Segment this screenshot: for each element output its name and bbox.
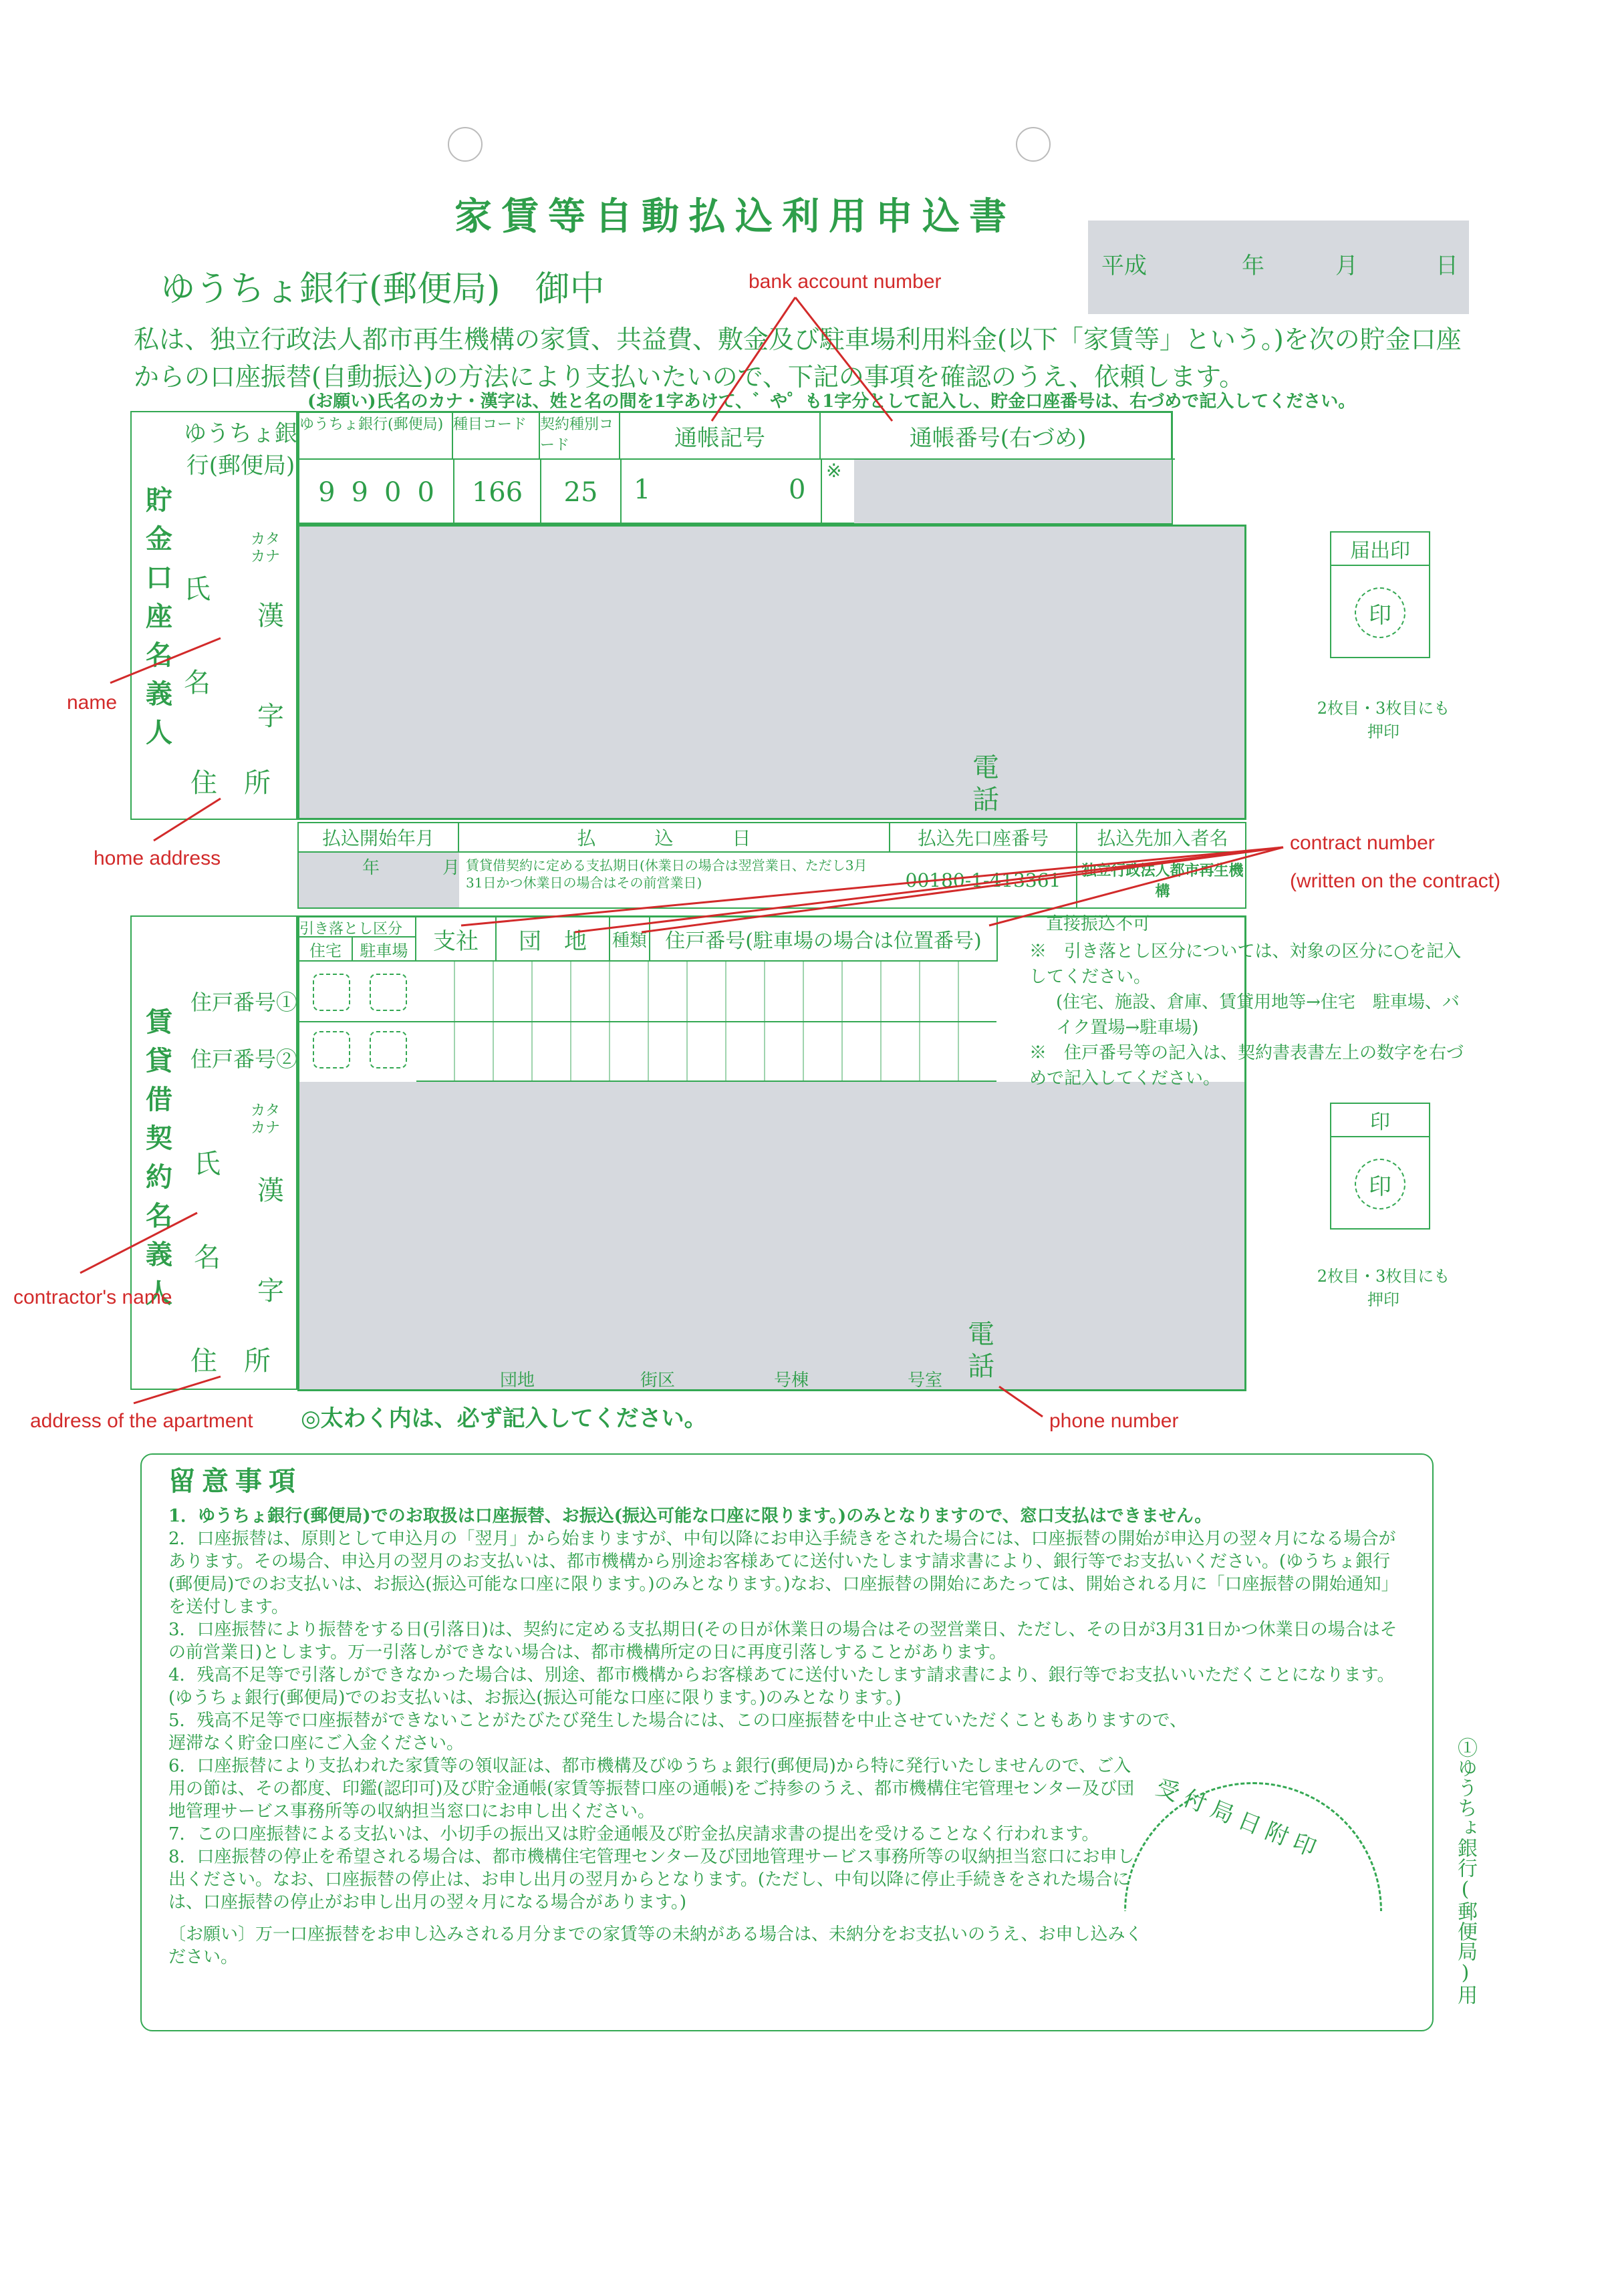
account-kana-label: カタカナ (251, 531, 281, 565)
col-passbook-number-header-text: 通帳番号(右づめ) (909, 424, 1087, 452)
annotation-name: name (67, 692, 118, 714)
leader-contract-2 (575, 847, 1283, 932)
lease-address-label: 住 所 (190, 1346, 271, 1377)
leader-home-address (154, 799, 221, 841)
dest-account-value: 00180-1-413361 (890, 853, 1077, 907)
remark-3: 3．口座振替により振替をする日(引落日)は、契約に定める支払期日(その日が休業日の場合はその翌営業日、ただし、その日が3月31日かつ休業日の場合はその前営業日)とします。万一引落しができない場合は、都市機構所定の日に再度引落しすることがあります。 (168, 1620, 1397, 1663)
asterisk-mark: ※ (826, 460, 842, 482)
registered-seal-title: 届出印 (1331, 533, 1429, 566)
remark-2: 2．口座振替は、原則として申込月の「翌月」から始まりますが、中旬以降にお申込手続きをされた場合には、口座振替の開始が申込月の翌々月になる場合があります。その場合、申込月の翌月のお支払いは、都市機構から別途お客様あてに送付いたします請求書により、銀行等でお支払いください。(ゆうちょ銀行(郵便局)でのお支払いは、お振込(振込可能な口座に限ります。)のみとなります。)なお、口座振替の開始にあたっては、開始される月に「口座振替の開始通知」を送付します。 (168, 1529, 1399, 1617)
payday-text: 賃貸借契約に定める支払期日(休業日の場合は翌営業日、ただし3月31日かつ休業日の場合はその前営業日) (466, 857, 867, 891)
intro-text: 私は、独立行政法人都市再生機構の家賃、共益費、敷金及び駐車場利用料金(以下「家賃等」という。)を次の貯金口座からの口座振替(自動振込)の方法により支払いたいので、下記の事項を確認のうえ、依頼します。 (134, 325, 1462, 392)
start-ym-label: 払込開始年月 (299, 823, 459, 853)
symbol-first-digit: 1 (634, 474, 651, 505)
parking-label: 駐車場 (353, 938, 416, 962)
unit-number-label: 住戸番号(駐車場の場合は位置番号) (650, 917, 998, 962)
request-note: (お願い)氏名のカナ・漢字は、姓と名の間を1字あけて、゛や゜も1字分として記入し、貯金口座番号は、右づめで記入してください。 (307, 392, 1356, 412)
account-name-label-1: 氏 (184, 574, 211, 605)
remark-7: 7．この口座振替による支払いは、小切手の振出又は貯金通帳及び貯金払戻請求書の提出を受けることなく行われます。 (168, 1824, 1099, 1844)
col-contract-code-header-text: 契約種別コード (540, 416, 614, 454)
bank-digit-1: 9 (318, 476, 336, 508)
annotation-written-on-contract: (written on the contract) (1290, 870, 1501, 892)
bank-digit-4: 0 (417, 476, 434, 508)
annotation-contractors-name: contractor's name (13, 1286, 172, 1308)
must-fill-note: ◎太わく内は、必ず記入してください。 (301, 1405, 707, 1432)
addressee: ゆうちょ銀行(郵便局) 御中 (160, 269, 605, 309)
housing-label: 住宅 (299, 938, 353, 962)
leader-bank-2 (795, 297, 892, 421)
leader-phone (999, 1387, 1043, 1417)
annotation-bank-account-number: bank account number (749, 271, 942, 293)
contract-code-value: 25 (540, 460, 620, 525)
receipt-stamp-label: 受付局日附印 (1152, 1773, 1326, 1865)
date-month-label: 月 (1335, 253, 1358, 279)
col-passbook-symbol-header-text: 通帳記号 (674, 424, 765, 452)
debit-class-label: 引き落とし区分 (299, 917, 416, 938)
account-side-label: 貯金口座名義人 (141, 486, 173, 757)
leader-contract-4 (989, 847, 1283, 925)
remarks-title: 留意事項 (168, 1465, 302, 1497)
lease-kanji-label-1: 漢 (257, 1175, 284, 1206)
leader-contract-1 (461, 847, 1283, 925)
seal-circle-1: 印 (1355, 587, 1405, 638)
addr-part-room: 号室 (908, 1371, 943, 1391)
remark-1: 1．ゆうちょ銀行(郵便局)でのお取扱は口座振替、お振込(振込可能な口座に限ります。)のみとなりますので、窓口支払はできません。 (168, 1506, 1212, 1526)
remark-8: 8．口座振替の停止を希望される場合は、都市機構住宅管理センター及び団地管理サービス事務所等の収納担当窓口にお申し出ください。なお、口座振替の停止は、お申し出月の翌月からとなります。(ただし、中旬以降に停止手続きをされた場合には、口座振替の停止がお申し出月の翌々月になる場合があります。) (168, 1847, 1135, 1912)
account-address-label: 住 所 (190, 768, 271, 799)
estate-label: 団 地 (497, 917, 610, 962)
addr-part-block: 街区 (640, 1371, 676, 1391)
account-kanji-label-1: 漢 (257, 601, 284, 631)
addr-part-estate: 団地 (500, 1371, 535, 1391)
lease-name-label-1: 氏 (194, 1149, 221, 1179)
form-title: 家賃等自動払込利用申込書 (454, 194, 1016, 239)
payday-label: 払 込 日 (459, 823, 890, 853)
lease-seal-title: 印 (1331, 1104, 1429, 1137)
seal-circle-2: 印 (1355, 1159, 1405, 1209)
dest-name-value: 独立行政法人都市再生機構 (1081, 862, 1244, 900)
symbol-last-digit: 0 (789, 474, 806, 505)
leader-contract-3 (642, 847, 1283, 932)
date-era-label: 平成 (1101, 253, 1147, 279)
lease-kanji-label-2: 字 (257, 1276, 284, 1306)
start-year-label: 年 (362, 858, 380, 878)
remark-6: 6．口座振替により支払われた家賃等の領収証は、都市機構及びゆうちょ銀行(郵便局)から特に発行いたしませんので、ご入用の節は、その都度、印鑑(認印可)及び貯金通帳(家賃等振替口座の通帳)をご持参のうえ、都市機構住宅管理センター及び団地管理サービス事務所等の収納担当窓口にお申し出ください。 (168, 1756, 1135, 1822)
bank-digit-2: 9 (351, 476, 368, 508)
unit2-label: 住戸番号② (190, 1046, 298, 1072)
account-kanji-label-2: 字 (257, 701, 284, 732)
unit1-label: 住戸番号① (190, 990, 298, 1015)
leader-apartment (134, 1377, 221, 1403)
bank-digit-3: 0 (384, 476, 402, 508)
lease-phone-label: 電話 (968, 1319, 994, 1382)
annotation-contract-number: contract number (1290, 832, 1435, 854)
remark-5: 5．残高不足等で口座振替ができないことがたびたび発生した場合には、この口座振替を中止させていただくこともありますので、遅滞なく貯金口座にご入金ください。 (168, 1711, 1188, 1753)
date-day-label: 日 (1436, 253, 1458, 279)
annotation-address-apartment: address of the apartment (30, 1410, 253, 1432)
annotation-phone-number: phone number (1049, 1410, 1179, 1432)
remarks-request: 〔お願い〕万一口座振替をお申し込みされる月分までの家賃等の未納がある場合は、未納分をお支払いのうえ、お申し込みください。 (168, 1924, 1143, 1967)
account-name-label-2: 名 (184, 668, 211, 698)
account-phone-label: 電話 (972, 752, 999, 815)
branch-label: 支社 (416, 917, 497, 962)
start-month-label: 月 (442, 858, 460, 878)
direct-transfer-note: 直接振込不可 (1046, 914, 1151, 934)
remarks-box (140, 1453, 1434, 2031)
type-code-value: 166 (453, 460, 540, 525)
leader-bank-1 (712, 297, 795, 421)
annotation-home-address: home address (94, 847, 221, 869)
dest-account-label: 払込先口座番号 (890, 823, 1077, 853)
seal-note-2: 2枚目・3枚目にも押印 (1317, 1267, 1450, 1309)
lease-note-1: ※ 引き落とし区分については、対象の区分に○を記入してください。 (1029, 942, 1462, 987)
lease-kana-label: カタカナ (251, 1103, 281, 1137)
leader-contractors-name (80, 1213, 197, 1273)
leader-name (110, 638, 221, 683)
kind-label: 種類 (610, 917, 650, 962)
col-bank-header-text: ゆうちょ銀行(郵便局) (299, 416, 444, 433)
remark-4: 4．残高不足等で引落しができなかった場合は、別途、都市機構からお客様あてに送付いたします請求書により、銀行等でお支払いいただくことになります。(ゆうちょ銀行(郵便局)でのお支払いは、お振込(振込可能な口座に限ります。)のみとなります。) (168, 1665, 1395, 1708)
dest-name-label: 払込先加入者名 (1077, 823, 1248, 853)
lease-note-3: ※ 住戸番号等の記入は、契約書表書左上の数字を右づめで記入してください。 (1029, 1043, 1464, 1089)
copy-label: ①ゆうちょ銀行(郵便局)用 (1454, 1737, 1477, 2005)
seal-note-1: 2枚目・3枚目にも押印 (1317, 699, 1450, 741)
lease-side-label: 賃貸借契約名義人 (141, 1008, 173, 1318)
lease-note-2: (住宅、施設、倉庫、賃貸用地等→住宅 駐車場、バイク置場→駐車場) (1056, 992, 1460, 1038)
col-type-code-header-text: 種目コード (453, 416, 527, 433)
lease-name-label-2: 名 (194, 1242, 221, 1273)
date-year-label: 年 (1242, 253, 1264, 279)
addr-part-building: 号棟 (774, 1371, 809, 1391)
bank-label: ゆうちょ銀行(郵便局) (184, 420, 297, 479)
